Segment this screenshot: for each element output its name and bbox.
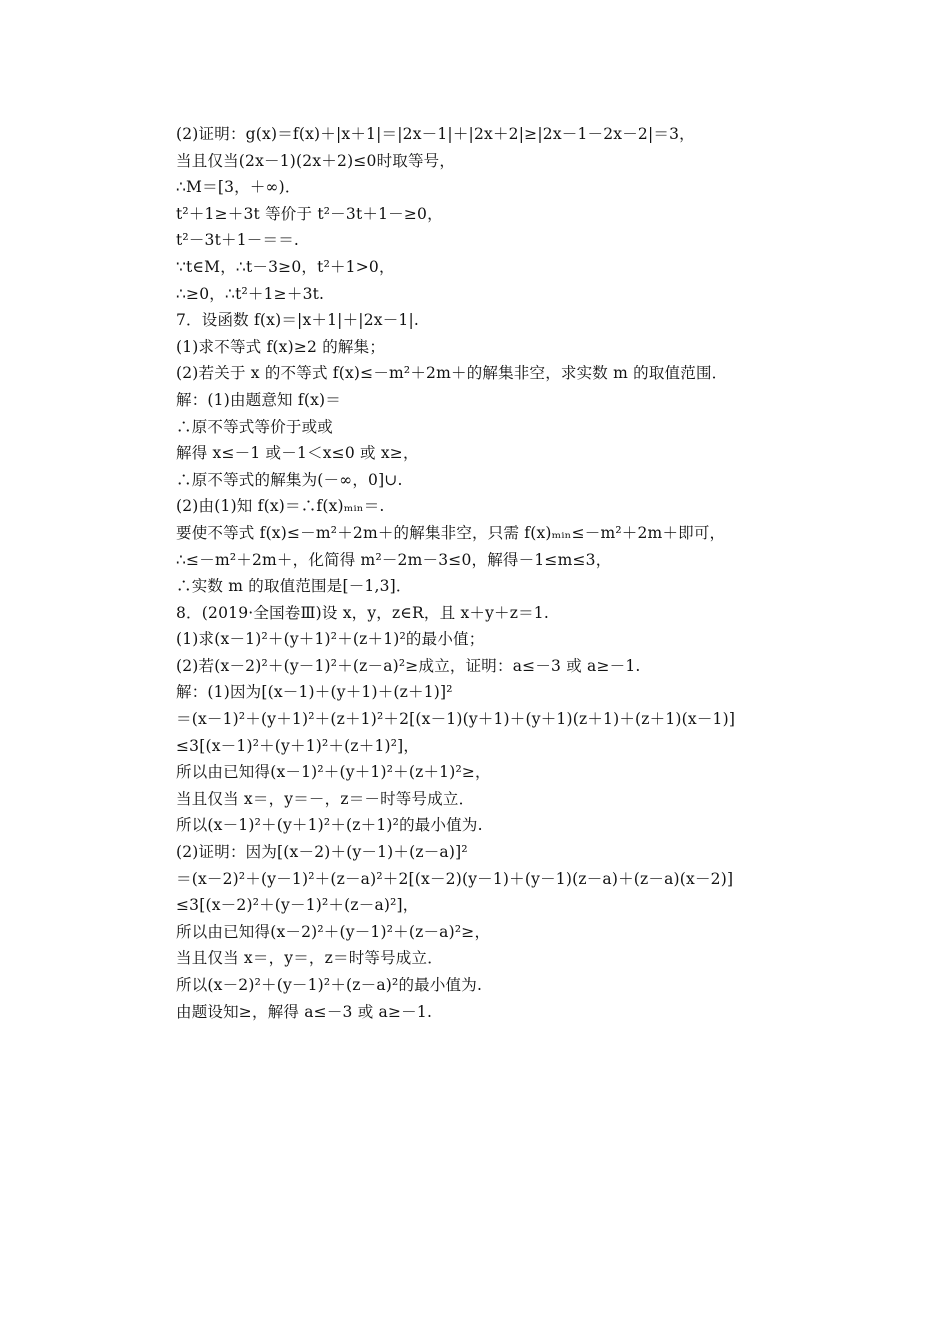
text-line: 所以由已知得(x－2)²＋(y－1)²＋(z－a)²≥， <box>176 922 491 941</box>
text-line: (2)若关于 x 的不等式 f(x)≤－m²＋2m＋的解集非空，求实数 m 的取值范围． <box>176 364 728 383</box>
text-line: 当且仅当 x＝，y＝，z＝时等号成立． <box>176 949 443 968</box>
text-line: ＝(x－1)²＋(y＋1)²＋(z＋1)²＋2[(x－1)(y＋1)＋(y＋1)(z＋1)＋(z＋1)(x－1)] <box>176 710 736 729</box>
text-line: ∴≥0，∴t²＋1≥＋3t. <box>176 284 325 303</box>
text-line: (2)证明：g(x)＝f(x)＋|x＋1|＝|2x－1|＋|2x＋2|≥|2x－1－2x－2|＝3， <box>176 125 695 143</box>
solution-text <box>176 121 816 1025</box>
text-line: 当且仅当(2x－1)(2x＋2)≤0时取等号， <box>176 151 456 170</box>
text-line: (2)若(x－2)²＋(y－1)²＋(z－a)²≥成立，证明：a≤－3 或 a≥－1. <box>176 656 641 675</box>
text-line: (1)求不等式 f(x)≥2 的解集； <box>176 337 386 356</box>
text-line: (2)由(1)知 f(x)＝∴f(x)ₘᵢₙ＝. <box>176 497 385 516</box>
problem-8-heading: 8．(2019·全国卷Ⅲ)设 x，y，z∈R，且 x＋y＋z＝1. <box>176 603 549 622</box>
text-line: (2)证明：因为[(x－2)＋(y－1)＋(z－a)]² <box>176 843 468 862</box>
text-line: t²＋1≥＋3t 等价于 t²－3t＋1－≥0， <box>176 204 443 223</box>
text-line: 所以由已知得(x－1)²＋(y＋1)²＋(z＋1)²≥， <box>176 763 491 782</box>
text-line: 当且仅当 x＝，y＝－，z＝－时等号成立． <box>176 789 475 808</box>
text-line: 解得 x≤－1 或－1＜x≤0 或 x≥， <box>176 444 419 463</box>
problem-7-heading: 7．设函数 f(x)＝|x＋1|＋|2x－1|. <box>176 311 420 330</box>
text-line: 解：(1)由题意知 f(x)＝ <box>176 390 341 409</box>
text-line: 要使不等式 f(x)≤－m²＋2m＋的解集非空，只需 f(x)ₘᵢₙ≤－m²＋2m＋即可， <box>176 523 726 542</box>
text-line: ∵t∈M，∴t－3≥0，t²＋1>0， <box>176 257 395 276</box>
text-line: ＝(x－2)²＋(y－1)²＋(z－a)²＋2[(x－2)(y－1)＋(y－1)(z－a)＋(z－a)(x－2)] <box>176 869 734 888</box>
text-line: ∴原不等式的解集为(－∞，0]∪. <box>176 470 403 489</box>
text-line: (1)求(x－1)²＋(y＋1)²＋(z＋1)²的最小值； <box>176 630 485 649</box>
text-line: 由题设知≥，解得 a≤－3 或 a≥－1. <box>176 1002 433 1021</box>
text-line: ∴≤－m²＋2m＋，化简得 m²－2m－3≤0，解得－1≤m≤3， <box>176 550 612 569</box>
text-line: 解：(1)因为[(x－1)＋(y＋1)＋(z＋1)]² <box>176 683 453 702</box>
text-line: ∴实数 m 的取值范围是[－1,3]． <box>176 577 412 596</box>
text-line: 所以(x－1)²＋(y＋1)²＋(z＋1)²的最小值为. <box>176 816 483 835</box>
text-line: ≤3[(x－1)²＋(y＋1)²＋(z＋1)²]， <box>176 736 420 755</box>
text-line: 所以(x－2)²＋(y－1)²＋(z－a)²的最小值为. <box>176 976 483 994</box>
text-line: ∴M＝[3，＋∞)． <box>176 178 301 197</box>
text-line: t²－3t＋1－＝＝. <box>176 231 300 250</box>
text-line: ≤3[(x－2)²＋(y－1)²＋(z－a)²]， <box>176 896 419 915</box>
text-line: ∴原不等式等价于或或 <box>176 417 334 436</box>
